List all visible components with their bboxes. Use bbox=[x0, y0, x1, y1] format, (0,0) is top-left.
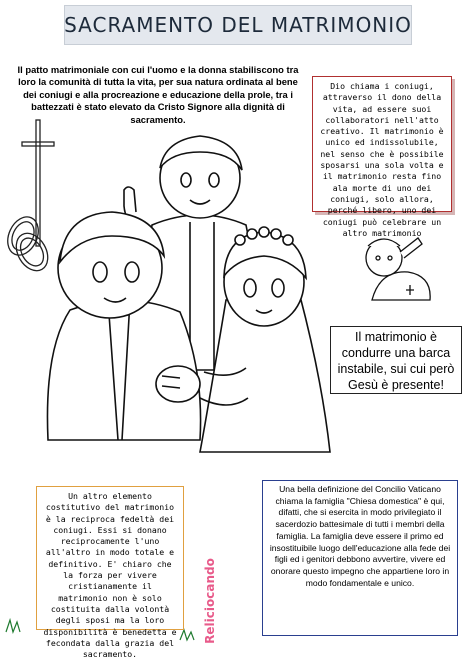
cross-with-rings-icon bbox=[2, 120, 54, 276]
page-title: SACRAMENTO DEL MATRIMONIO bbox=[64, 13, 412, 37]
quote-box: Il matrimonio è condurre una barca instabile, sui cui però Gesù è presente! bbox=[330, 326, 462, 394]
reliciocando-logo: Reliciocando bbox=[203, 558, 217, 644]
joined-hands bbox=[156, 366, 200, 402]
info-box-orange: Un altro elemento costitutivo del matrimonio è la reciproca fedeltà dei coniugi. Essi si donano reciprocamente l'uno all'altro in modo totale e definitivo. E' chiaro che la forza per vivere cristianamente il matrimonio non è solo costituita dalla volontà degli sposi ma la loro disponibilità è benedetta e fecondata dalla grazia del sacramento. bbox=[36, 486, 184, 630]
info-box-blue: Una bella definizione del Concilio Vaticano chiama la famiglia "Chiesa domestica" è qui, difatti, che si esercita in modo privilegiato il sacerdozio battesimale di tutti i membri della famiglia. La famiglia deve essere il primo ed insostituibile luogo dell'educazione alla fede dei figli ed i genitori debbono avvertire, vivere ed onorare questo impegno che appartiene loro in modo fondamentale e unico. bbox=[262, 480, 458, 636]
pope-icon bbox=[366, 238, 430, 300]
info-box-red: Dio chiama i coniugi, attraverso il dono della vita, ad essere suoi collaboratori nell'atto creativo. Il matrimonio è unico ed indissolubile, nel senso che è possibile sposarsi una sola volta e il matrimonio resta fino ala morte di uno dei coniugi, solo allora, perché libero, uno dei coniugi può celebrare un altro matrimonio bbox=[312, 76, 452, 212]
intro-text: Il patto matrimoniale con cui l'uomo e la donna stabiliscono tra loro la comunità di tutta la vita, per sua natura ordinata al bene dei coniugi e alla procreazione e educazione della prole, tra i battezzati è stato elevato da Cristo Signore alla dignità di sacramento. bbox=[17, 64, 299, 125]
